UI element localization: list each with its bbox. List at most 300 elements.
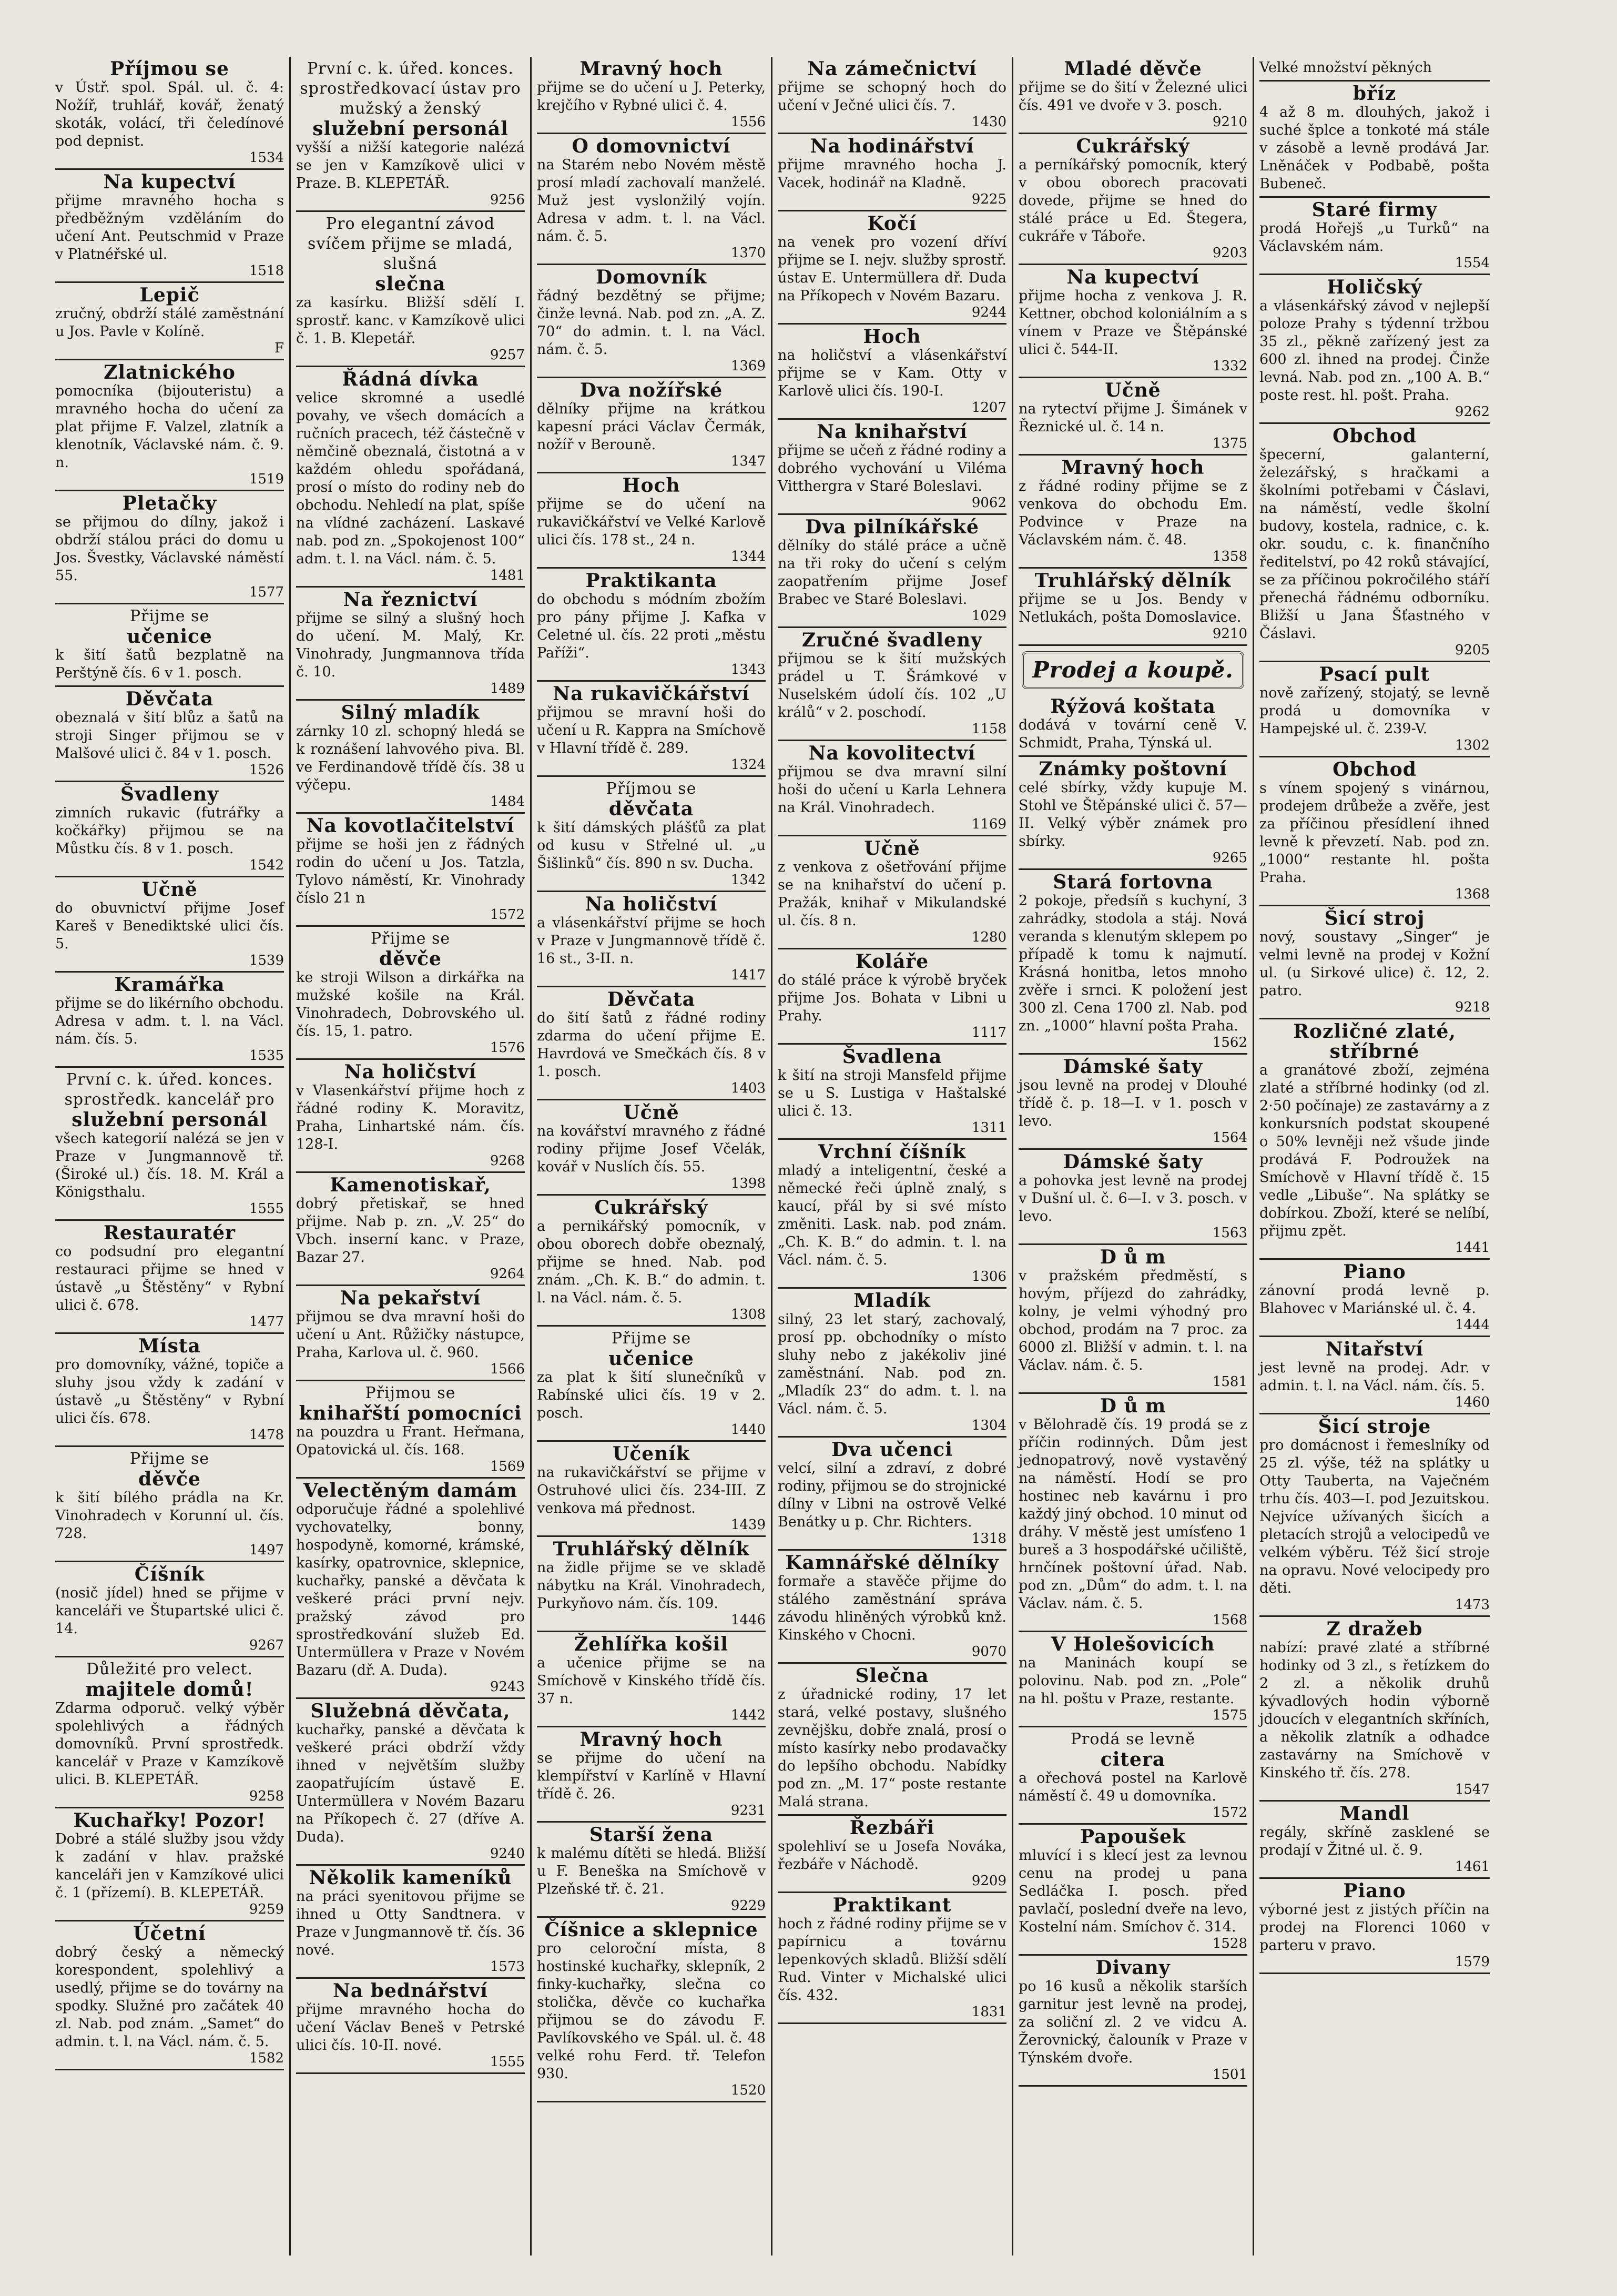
ad-heading: služební personál	[312, 118, 509, 140]
ad-text: se přijme do učení na klempířství v Karlíně v Hlavní třídě č. 26.	[537, 1750, 766, 1802]
ad-heading: Cukrářský	[1076, 135, 1190, 157]
ad-heading: Šicí stroje	[1318, 1415, 1431, 1438]
ad-text: jest levně na prodej. Adr. v admin. t. l. na Václ. nám. čís. 5.	[1259, 1360, 1490, 1394]
ad-text: na rytectví přijme J. Šimánek v Řeznické ul. č. 14 n.	[1019, 401, 1247, 435]
classified-ad	[537, 569, 766, 682]
ad-heading: Na kovolitectví	[808, 742, 976, 764]
ad-number: 1302	[1455, 737, 1490, 753]
ad-number: 1477	[249, 1314, 284, 1330]
ad-heading: Několik kameníků	[309, 1867, 512, 1889]
ad-text: regály, skříně zasklené se prodají v Žitné ul. č. 9.	[1259, 1824, 1490, 1858]
ad-heading: Učeník	[612, 1443, 690, 1465]
ad-heading: Číšnice a sklepnice	[544, 1919, 758, 1941]
classified-ad	[1019, 57, 1247, 134]
classified-ad	[537, 892, 766, 987]
classified-ad	[1259, 757, 1490, 906]
ad-number: 1347	[730, 453, 766, 469]
classified-ad	[1019, 378, 1247, 456]
ad-text: přijme se do šití v Železné ulici čís. 491 ve dvoře v 3. posch.	[1019, 79, 1247, 114]
classified-ad	[1259, 1879, 1490, 1974]
ad-text: celé sbírky, vždy kupuje M. Stohl ve Štěpánské ulici č. 57—II. Velký výběr známek pro sbírky.	[1019, 780, 1247, 849]
ad-heading: Řezbáři	[849, 1817, 935, 1839]
ad-heading: Vrchní číšník	[818, 1141, 967, 1163]
ad-heading: Švadlena	[842, 1046, 942, 1068]
classified-ad	[55, 170, 284, 283]
classified-ad	[1019, 569, 1247, 646]
ad-number: 1324	[730, 757, 766, 773]
ad-number: 1169	[971, 816, 1006, 832]
classified-ad	[1259, 57, 1490, 82]
classified-ad	[778, 1893, 1006, 2024]
ad-text: zánovní prodá levně p. Blahovec v Mariánské ul. č. 4.	[1259, 1282, 1490, 1317]
ad-text: velice skromné a usedlé povahy, ve všech domácích a ručních pracech, též částečně v němčině obeznalá, čistotná a v každém ohledu spořádaná, prosí o místo do rodiny neb do obchodu. Nehledí na plat, spíše na vlídné zacházení. Laskavé nab. pod zn. „Spokojenost 100“ adm. t. l. na Václ. nám. č. 5.	[296, 390, 525, 567]
ad-heading: Řádná dívka	[342, 368, 479, 390]
ad-number: 1478	[249, 1427, 284, 1443]
ad-text: na holičství a vlásenkářství přijme se v Kam. Otty v Karlově ulici čís. 190-I.	[778, 347, 1006, 399]
classified-ad	[296, 367, 525, 588]
ad-text: nabízí: pravé zlaté a stříbrné hodinky od 3 zl., s řetízkem do 2 zl. a několik druhů kývadlových hodin výborně jdoucích v elegantních skříních, a několik zlatník a odhadce zastavárny na Smíchově v Kinského tř. čís. 278.	[1259, 1640, 1490, 1781]
ad-text: dobrý český a německý korespondent, spolehlivý a usedlý, přijme se do továrny na spodky. Služné pro začátek 40 zl. Nab. pod znám. „Samet“ do admin. t. l. na Václ. nám. č. 5.	[55, 1944, 284, 2050]
ad-text: co podsudní pro elegantní restauraci přijme se hned v ústavě „u Štěstěny“ v Rybní ulici č. 678.	[55, 1243, 284, 1313]
ad-text: 4 až 8 m. dlouhých, jakož i suché šplce a tonkoté má stále v zásobě a levně prodává Jar. Lněnáček v Podbabě, pošta Bubeneč.	[1259, 104, 1490, 192]
ad-subheading: Přijmou se	[365, 1384, 456, 1402]
ad-heading: služební personál	[72, 1109, 268, 1131]
ad-text: z úřadnické rodiny, 17 let stará, velké postavy, slušného zevnějšku, dobře znalá, prosí o místo kasírky nebo prodavačky do lepšího obchodu. Nabídky pod zn. „M. 17“ poste restante Malá strana.	[778, 1686, 1006, 1810]
ad-number: 1539	[249, 953, 284, 968]
ad-text: na Starém nebo Novém městě prosí mladí zachovalí manželé. Muž jest vyslonžilý vojín. Adresa v adm. t. l. na Václ. nám. č. 5.	[537, 157, 766, 245]
ad-heading: Praktikanta	[585, 570, 717, 592]
classified-ad	[778, 420, 1006, 515]
ad-heading: majitele domů!	[85, 1678, 254, 1701]
ad-number: 1117	[971, 1025, 1006, 1040]
ad-subheading: Prodá se levně	[1070, 1730, 1196, 1748]
ad-text: výborné jest z jistých příčin na prodej na Florenci 1060 v parteru v pravo.	[1259, 1901, 1490, 1954]
ad-text: z venkova z ošetřování přijme se na knihařství do učení p. Pražák, knihař v Mikulandské ul. čís. 8 n.	[778, 859, 1006, 929]
ad-heading: Šicí stroj	[1324, 907, 1425, 929]
ad-heading: učenice	[608, 1348, 694, 1370]
ad-heading: slečna	[375, 273, 446, 295]
ad-text: pro domovníky, vážné, topiče a sluhy jsou vždy k zadání v ústavě „u Štěstěny“ v Rybní ulici čís. 678.	[55, 1357, 284, 1427]
ad-text: zimních rukavic (futrářky a kočkářky) přijmou se na Můstku čís. 8 v 1. posch.	[55, 805, 284, 857]
classified-ad	[537, 1537, 766, 1632]
ad-text: odporučuje řádné a spolehlivé vychovatelky, bonny, hospodyně, komorné, krámské, kasírky, opatrovnice, sklepnice, kuchařky, panské a děvčata k veškeré práci první nejv. pražský závod pro sprostředkování služeb Ed. Untermüllera v Praze v Novém Bazaru (dř. A. Duda).	[296, 1501, 525, 1678]
ad-text: za kasírku. Bližší sdělí I. sprostř. kanc. v Kamzíkově ulici č. 1. B. Klepetář.	[296, 295, 525, 347]
classified-ad	[55, 57, 284, 170]
ad-number: 9258	[249, 1788, 284, 1804]
ad-number: 1344	[730, 549, 766, 564]
ad-heading: O domovnictví	[572, 135, 731, 157]
ad-heading: Cukrářský	[594, 1197, 708, 1219]
ad-text: do stálé práce k výrobě bryček přijme Jos. Bohata v Libni u Prahy.	[778, 972, 1006, 1024]
ad-number: 9229	[730, 1898, 766, 1914]
ad-heading: Dámské šaty	[1063, 1151, 1203, 1173]
ad-heading: učenice	[127, 625, 212, 648]
ad-text: za plat k šití slunečníků v Rabínské ulici čís. 19 v 2. posch.	[537, 1369, 766, 1421]
ad-text: Dobré a stálé služby jsou vždy k zadání v hlav. pražské kanceláři jen v Kamzíkové ulici č. 1 (přízemí). B. KLEPETÁŘ.	[55, 1831, 284, 1901]
ad-number: 9265	[1212, 850, 1247, 866]
classified-ad	[1019, 1825, 1247, 1956]
ad-number: 1566	[490, 1361, 525, 1377]
ad-text: Velké množství pěkných	[1259, 59, 1432, 76]
ad-number: 1446	[730, 1612, 766, 1628]
ad-number: 9256	[490, 192, 525, 208]
ad-heading: Starší žena	[589, 1824, 714, 1846]
classified-ad	[296, 1866, 525, 1979]
ad-number: 1444	[1455, 1317, 1490, 1333]
ad-number: 1572	[490, 907, 525, 923]
ad-heading: Staré firmy	[1311, 199, 1438, 221]
ad-text: nově zařízený, stojatý, se levně prodá u domovníka v Hampejské ul. č. 239-V.	[1259, 685, 1490, 737]
ad-heading: Příjmou se	[110, 58, 229, 80]
classified-ad	[778, 515, 1006, 628]
ad-subheading: Přijme se	[611, 1329, 691, 1348]
ad-heading: D ů m	[1100, 1395, 1166, 1417]
ad-text: dobrý přetiskař, se hned přijme. Nab p. zn. „V. 25“ do Vbch. inserní kanc. v Praze, Bazar 27.	[296, 1196, 525, 1266]
ad-number: 9262	[1455, 404, 1490, 420]
ad-number: 9267	[249, 1637, 284, 1653]
ad-text: k šití šatů bezplatně na Perštýně čís. 6 v 1. posch.	[55, 647, 284, 681]
ad-text: Zdarma odporuč. velký výběr spolehlivých a řádných domovníků. První sprostředk. kancelář v Praze v Kamzíkově ulici. B. KLEPETÁŘ.	[55, 1700, 284, 1788]
ad-text: přijme se hoši jen z řádných rodin do učení u Jos. Tatzla, Tylovo náměstí, Kr. Vinohrady číslo 21 n	[296, 836, 525, 906]
section-title: Prodej a koupě.	[1032, 657, 1234, 683]
ad-heading: Děvčata	[607, 988, 696, 1010]
ad-number: 9259	[249, 1901, 284, 1917]
ad-text: v pražském předměstí, s hovým, příjezd do zahrádky, kolny, je velmi výhodný pro obchod, prodám na 7 proc. za 6000 zl. Bližší v admin. t. l. na Václav. nám. č. 5.	[1019, 1268, 1247, 1373]
classified-ad	[537, 1632, 766, 1727]
classified-ad	[537, 473, 766, 569]
ad-heading: bříz	[1352, 83, 1397, 105]
classified-ad	[55, 687, 284, 782]
ad-number: 1519	[249, 471, 284, 487]
ad-number: 1563	[1212, 1225, 1247, 1241]
classified-ad	[537, 1327, 766, 1442]
ad-text: dodává v tovární ceně V. Schmidt, Praha, Týnská ul.	[1019, 717, 1247, 751]
ad-heading: Restauratér	[103, 1222, 236, 1244]
classified-ad	[1259, 1414, 1490, 1617]
ad-heading: Nitařství	[1326, 1338, 1423, 1360]
ad-heading: Kočí	[867, 213, 917, 235]
classified-ad	[537, 1196, 766, 1327]
ad-heading: Číšník	[134, 1563, 205, 1585]
ad-heading: knihařští pomocníci	[299, 1402, 522, 1424]
ad-number: 9225	[971, 191, 1006, 207]
ad-number: 1568	[1212, 1612, 1247, 1628]
ad-heading: Na bednářství	[333, 1980, 488, 2002]
ad-number: 9264	[490, 1266, 525, 1282]
ad-number: 9240	[490, 1846, 525, 1862]
classified-ad	[1019, 1727, 1247, 1825]
ad-number: 1564	[1212, 1130, 1247, 1146]
ad-number: 1318	[971, 1531, 1006, 1546]
ad-number: 1520	[730, 2082, 766, 2098]
ad-text: v Ústř. spol. Spál. ul. č. 4: Nožíř, truhlář, kovář, ženatý skoták, volácí, tři čeledínové pod depnist.	[55, 79, 284, 149]
ad-text: do obchodu s módním zbožím pro pány přijme J. Kafka v Celetné ul. čís. 22 proti „městu Paříži“.	[537, 591, 766, 661]
ad-number: 1582	[249, 2050, 284, 2066]
ad-text: formaře a stavěče přijme do stálého zaměstnání správa závodu hliněných výrobků knž. Kinského v Chocni.	[778, 1573, 1006, 1643]
classified-ad	[1259, 662, 1490, 757]
classified-ad	[1019, 265, 1247, 378]
ad-text: po 16 kusů a několik starších garnitur jest levně na prodej, za soliční zl. 2 ve vidcu A. Žerovnický, čalouník v Praze v Týnském dvoře.	[1019, 1978, 1247, 2066]
ad-text: hoch z řádné rodiny přijme se v papírnicu a továrnu lepenkových skladů. Bližší sdělí Rud. Vinter v Michalské ulici čís. 432.	[778, 1916, 1006, 2004]
classified-ad	[778, 1289, 1006, 1438]
classified-column	[1013, 57, 1254, 2255]
classified-ad	[55, 1068, 284, 1221]
classified-ad	[296, 1479, 525, 1699]
classified-ad	[55, 1808, 284, 1921]
classified-ad	[1259, 906, 1490, 1019]
ad-heading: citera	[1100, 1748, 1166, 1771]
ad-text: přijme se do učení na rukavičkářství ve Velké Karlově ulici čís. 178 st., 24 n.	[537, 496, 766, 548]
ad-number: 1526	[249, 762, 284, 778]
ad-heading: Papoušek	[1080, 1826, 1186, 1848]
ad-number: 1473	[1455, 1597, 1490, 1613]
classified-ad	[296, 1060, 525, 1173]
ad-text: přijmou se dva mravní silní hoši do učení u Karla Lehnera na Král. Vinohradech.	[778, 764, 1006, 816]
ad-text: na rukavičkářství se přijme v Ostruhové ulici čís. 234-III. Z venkova má přednost.	[537, 1464, 766, 1516]
ad-text: přijme se u Jos. Bendy v Netlukách, pošta Domoslavice.	[1019, 591, 1247, 625]
ad-heading: Zručné švadleny	[801, 629, 983, 651]
ad-number: 1029	[971, 608, 1006, 624]
classified-ad	[55, 360, 284, 491]
ad-heading: Na kupectví	[1066, 266, 1199, 288]
classified-ad	[1259, 1617, 1490, 1802]
classified-ad	[55, 1657, 284, 1808]
ad-text: k malému dítěti se hledá. Bližší u F. Beneška na Smíchově v Plzeňské tř. č. 21.	[537, 1845, 766, 1897]
classified-ad	[537, 1918, 766, 2102]
ad-text: přijmou se k šití mužských prádel u T. Šrámkové v Nuselském údolí čís. 102 „U králů“ v 2. poschodí.	[778, 651, 1006, 721]
ad-number: 1542	[249, 857, 284, 873]
classified-ad	[296, 212, 525, 367]
ad-heading: Obchod	[1333, 425, 1417, 447]
ad-heading: Rýžová koštata	[1050, 695, 1216, 717]
ad-subheading: Příjmou se	[606, 780, 697, 798]
ad-number: 1581	[1212, 1374, 1247, 1390]
ad-heading: Domovník	[595, 266, 707, 288]
classified-ad	[296, 1381, 525, 1479]
classified-ad	[1019, 1245, 1247, 1394]
classified-ad	[55, 1447, 284, 1562]
ad-text: zručný, obdrží stálé zaměstnání u Jos. Pavle v Kolíně.	[55, 306, 284, 340]
ad-text: pro domácnost i řemeslníky od 25 zl. výše, též na splátky u Otty Tauberta, na Vaječném trhu čís. 403—I. pod Jezuitskou. Nejvíce užívaných šicích a pletacích strojů a velocipedů ve velkém výběru. Též šicí stroje na opravu. Nové velocipedy pro děti.	[1259, 1437, 1490, 1596]
ad-heading: V Holešovicích	[1051, 1633, 1215, 1655]
ad-heading: Hoch	[863, 326, 921, 348]
ad-text: přijme hocha z venkova J. R. Kettner, obchod koloniálním a s vínem v Praze ve Štěpánské ulici č. 544-II.	[1019, 288, 1247, 358]
ad-text: přijme se učeň z řádné rodiny a dobrého vychování u Viléma Vitthergra v Staré Boleslavi.	[778, 442, 1006, 494]
classified-ad	[778, 1551, 1006, 1664]
ad-text: přijmou se mravní hoši do učení u R. Kappra na Smíchově v Hlavní třídě č. 289.	[537, 704, 766, 756]
ad-heading: Dva učenci	[831, 1439, 953, 1461]
ad-text: z řádné rodiny přijme se z venkova do obchodu Em. Podvince v Praze na Václavském nám. č. 48.	[1019, 478, 1247, 548]
classified-ad	[778, 325, 1006, 420]
ad-number: 1547	[1455, 1782, 1490, 1797]
ad-heading: Služebná děvčata,	[310, 1700, 511, 1722]
ad-text: přijme se do učení u J. Peterky, krejčího v Rybné ulici č. 4.	[537, 79, 766, 114]
classified-ad	[1259, 275, 1490, 424]
ad-text: a vlásenkářství přijme se hoch v Praze v Jungmannově třídě č. 16 st., 3-II. n.	[537, 915, 766, 967]
ad-text: přijme se silný a slušný hoch do učení. M. Malý, Kr. Vinohrady, Jungmannova třída č. 10.	[296, 610, 525, 680]
ad-number: 1555	[249, 1201, 284, 1217]
section-banner	[1022, 651, 1244, 689]
ad-number: 1430	[971, 114, 1006, 130]
ad-heading: Obchod	[1333, 758, 1417, 781]
ad-number: F	[274, 340, 284, 356]
classified-ad	[537, 134, 766, 265]
ad-text: do šití šatů z řádné rodiny zdarma do učení přijme E. Havrdová ve Smečkách čís. 8 v 1. posch.	[537, 1010, 766, 1080]
ad-text: a ořechová postel na Karlově náměstí č. 49 u domovníka.	[1019, 1770, 1247, 1804]
ad-text: přijme mravného hocha do učení Václav Beneš v Petrské ulici čís. 10-II. nové.	[296, 2001, 525, 2054]
ad-number: 9218	[1455, 999, 1490, 1015]
classified-ad	[778, 211, 1006, 325]
ad-number: 1572	[1212, 1805, 1247, 1820]
ad-number: 1555	[490, 2054, 525, 2070]
ad-text: přijme se schopný hoch do učení v Ječné ulici čís. 7.	[778, 79, 1006, 114]
ad-heading: Mravný hoch	[1061, 457, 1205, 479]
ad-heading: Piano	[1343, 1880, 1406, 1902]
classified-ad	[55, 604, 284, 687]
ad-text: pomocníka (bijouteristu) a mravného hocha do učení za plat přijme F. Valzel, zlatník a klenotník, Václavské nám. č. 9. n.	[55, 383, 284, 471]
ad-text: v Vlasenkářství přijme hoch z řádné rodiny K. Moravitz, Praha, Linhartské nám. čís. 128-I.	[296, 1083, 525, 1152]
ad-number: 1484	[490, 794, 525, 810]
ad-text: a pohovka jest levně na prodej v Dušní ul. č. 6—I. v 3. posch. v levo.	[1019, 1172, 1247, 1225]
ad-text: a granátové zboží, zejména zlaté a stříbrné hodinky (od zl. 2·50 počínaje) ze zastavárny a z konkursních podstat skoupené o 50% levněji než všude jinde prodává F. Podroužek na Smíchově v Hlavní třídě č. 15 vedle „Libuše“. Na splátky se dobírkou. Zboží, které se nelíbí, přijmu zpět.	[1259, 1062, 1490, 1239]
ad-number: 1439	[730, 1517, 766, 1533]
classified-ad	[296, 701, 525, 814]
ad-text: s vínem spojený s vinárnou, prodejem drůbeže a zvěře, jest za příčinou přesídlení ihned levně k převzetí. Nab. pod zn. „1000“ restante hl. pošta Praha.	[1259, 780, 1490, 886]
ad-heading: děvče	[379, 948, 442, 970]
ad-text: do obuvnictví přijme Josef Kareš v Benediktské ulici čís. 5.	[55, 900, 284, 952]
ad-number: 1369	[730, 358, 766, 374]
classified-ad	[537, 265, 766, 378]
ad-heading: Pletačky	[122, 492, 217, 514]
ad-text: přijmou se dva mravní hoši do učení u Ant. Růžičky nástupce, Praha, Karlova ul. č. 960.	[296, 1309, 525, 1361]
ad-number: 1579	[1455, 1954, 1490, 1970]
classified-ad	[296, 1286, 525, 1381]
classified-ad	[55, 1562, 284, 1657]
ad-text: pro celoroční místa, 8 hostinské kuchařky, sklepník, 2 finky-kuchařky, slečna co stolička, děvče co kuchařka přijmou se do závodu F. Pavlíkovského ve Spál. ul. č. 48 velké rohu Ferd. tř. Telefon 930.	[537, 1940, 766, 2082]
classified-ad	[1019, 1632, 1247, 1727]
classified-ad	[55, 491, 284, 604]
ad-heading: Mandl	[1339, 1803, 1410, 1825]
ad-number: 1370	[730, 245, 766, 261]
ad-heading: Známky poštovní	[1039, 758, 1227, 780]
ad-text: dělníky přijme na krátkou kapesní práci Václav Čermák, nožíř v Berouně.	[537, 401, 766, 453]
ad-number: 1554	[1455, 255, 1490, 271]
classified-ad	[778, 1045, 1006, 1140]
ad-number: 1440	[730, 1422, 766, 1438]
ad-heading: Na knihařství	[817, 421, 968, 443]
ad-subheading: První c. k. úřed. konces. sprostředkovací ústav pro mužský a ženský	[300, 59, 521, 118]
classified-ad	[55, 1334, 284, 1447]
ad-subheading: Pro elegantní závod svíčem přijme se mladá, slušná	[308, 215, 513, 273]
ad-number: 1441	[1455, 1240, 1490, 1256]
classified-ad	[1259, 198, 1490, 275]
ad-heading: Žehlířka košil	[574, 1633, 729, 1655]
classified-ad	[778, 134, 1006, 211]
classified-ad	[778, 1664, 1006, 1816]
ad-heading: Děvčata	[125, 688, 214, 710]
classified-ad	[55, 283, 284, 360]
ad-heading: Rozličné zlaté, stříbrné	[1293, 1020, 1456, 1063]
ad-heading: Na pekařství	[340, 1287, 481, 1309]
ad-number: 9070	[971, 1644, 1006, 1660]
ad-heading: Na zámečnictví	[807, 58, 977, 80]
ad-heading: Na rukavičkářství	[553, 683, 750, 705]
classified-ad	[1019, 1150, 1247, 1245]
classified-ad	[55, 877, 284, 973]
ad-heading: Učně	[1105, 379, 1161, 401]
ad-heading: Dva nožířské	[579, 379, 723, 401]
ad-text: prodá Hořejš „u Turků“ na Václavském nám.	[1259, 220, 1490, 255]
ad-text: mladý a inteligentní, české a německé řeči úplně znalý, s kaucí, přál by si své místo změniti. Lask. nab. pod znám. „Ch. K. B.“ do admin. t. l. na Václ. nám. č. 5.	[778, 1162, 1006, 1268]
ad-heading: Kramářka	[114, 974, 225, 996]
ad-text: dělníky do stálé práce a učně na tři roky do učení s celým zaopatřením přijme Josef Brabec ve Staré Boleslavi.	[778, 538, 1006, 608]
classified-ad	[1019, 870, 1247, 1055]
ad-text: na kovářství mravného z řádné rodiny přijme Josef Včelák, kovář v Nuslích čís. 55.	[537, 1123, 766, 1175]
ad-text: 2 pokoje, předsíň s kuchyní, 3 zahrádky, stodola a stáj. Nová veranda s klenutým sklepem po případě k tomu k najmutí. Krásná honitba, letos mnoho zvěře i srnci. K položení jest 300 zl. Cena 1700 zl. Nab. pod zn. „1000“ hlavní pošta Praha.	[1019, 893, 1247, 1034]
ad-text: silný, 23 let starý, zachovalý, prosí pp. obchodníky o místo sluhy nebo z jakékoliv jiné zaměstnání. Nab. pod zn. „Mladík 23“ do adm. t. l. na Václ. nám. č. 5.	[778, 1311, 1006, 1417]
ad-heading: Místa	[138, 1335, 201, 1357]
ad-subheading: Důležité pro velect.	[86, 1660, 253, 1678]
ad-text: jsou levně na prodej v Dlouhé třídě č. p. 18—I. v 1. posch v levo.	[1019, 1077, 1247, 1129]
ad-text: obeznalá v šití blůz a šatů na stroji Singer přijmou se v Malšové ulici č. 84 v 1. posch.	[55, 710, 284, 762]
ad-heading: děvčata	[608, 798, 694, 820]
classified-ad	[1259, 82, 1490, 198]
ad-text: a učenice přijme se na Smíchově v Kinského třídě čís. 37 n.	[537, 1655, 766, 1707]
ad-number: 9210	[1212, 626, 1247, 642]
ad-number: 1280	[971, 929, 1006, 945]
classified-ad	[1259, 1802, 1490, 1879]
ad-number: 9244	[971, 305, 1006, 320]
ad-number: 9268	[490, 1153, 525, 1169]
ad-number: 1518	[249, 263, 284, 279]
ad-text: vyšší a nižší kategorie nalézá se jen v Kamzíkově ulici v Praze. B. KLEPETÁŘ.	[296, 139, 525, 191]
ad-text: na práci syenitovou přijme se ihned u Otty Sandtnera. v Praze v Jungmannově tř. čís. 36 nové.	[296, 1888, 525, 1958]
classified-ad	[537, 1727, 766, 1823]
ad-number: 1308	[730, 1307, 766, 1322]
ad-text: všech kategorií nalézá se jen v Praze v Jungmannově tř. (Široké ul.) čís. 18. M. Král a Königsthalu.	[55, 1130, 284, 1200]
ad-text: k šití na stroji Mansfeld přijme se u S. Lustiga v Haštalské ulici č. 13.	[778, 1067, 1006, 1119]
ad-subheading: Přijme se	[129, 607, 210, 625]
classified-ad	[1019, 1394, 1247, 1632]
ad-number: 9231	[730, 1803, 766, 1818]
classified-ad	[296, 814, 525, 927]
ad-text: zárnky 10 zl. schopný hledá se k roznášení lahvového piva. Bl. ve Ferdinandově třídě čís. 38 u výčepu.	[296, 723, 525, 793]
ad-subheading: Přijme se	[129, 1450, 210, 1468]
ad-heading: Na holičství	[585, 893, 718, 915]
classified-ad	[296, 1979, 525, 2074]
ad-number: 1562	[1212, 1035, 1247, 1050]
ad-number: 1311	[971, 1120, 1006, 1136]
ad-heading: Psací pult	[1319, 663, 1430, 685]
ad-number: 1497	[249, 1542, 284, 1558]
ad-text: na pouzdra u Frant. Heřmana, Opatovická ul. čís. 168.	[296, 1424, 525, 1458]
classified-column	[772, 57, 1013, 2255]
classified-ad	[1019, 456, 1247, 569]
ad-heading: Holičský	[1327, 276, 1422, 298]
ad-text: se přijmou do dílny, jakož i obdrží stálou práci do domu u Jos. Švestky, Václavské náměstí 55.	[55, 514, 284, 584]
ad-number: 1368	[1455, 886, 1490, 902]
ad-heading: Divany	[1095, 1957, 1171, 1979]
ad-text: ke stroji Wilson a dirkářka na mužské košile na Král. Vinohradech, Dobrovského ul. čís. 15, 1. patro.	[296, 969, 525, 1039]
ad-heading: Piano	[1343, 1261, 1406, 1283]
classified-ad	[55, 1921, 284, 2070]
classified-ad	[296, 1173, 525, 1286]
ad-heading: Velectěným damám	[303, 1480, 518, 1502]
ad-text: v Bělohradě čís. 19 prodá se z příčin rodinných. Dům jest jednopatrový, nově vystavěný na náměstí. Hodí se pro hostinec neb kavárnu i pro každý jiný obchod. 10 minut od dráhy. V městě jest umísťeno 1 bureš a 3 hospodářské učiliště, hrnčínek poštovní úřad. Nab. pod zn. „Dům“ do adm. t. l. na Václav. nám. č. 5.	[1019, 1417, 1247, 1612]
ad-number: 9243	[490, 1679, 525, 1695]
ad-number: 1461	[1455, 1859, 1490, 1875]
ad-heading: Mravný hoch	[579, 58, 723, 80]
